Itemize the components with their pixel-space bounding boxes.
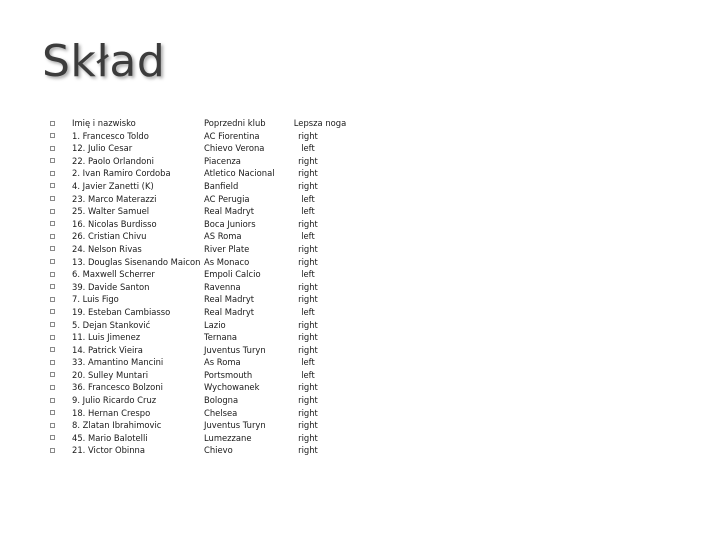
player-name: 7. Luis Figo [72,294,119,305]
previous-club: Juventus Turyn [204,420,266,431]
preferred-foot: right [298,395,318,406]
list-item [50,167,370,180]
preferred-foot: left [301,269,315,280]
player-name: 26. Cristian Chivu [72,231,147,242]
bullet-icon [50,423,55,428]
bullet-icon [50,360,55,365]
bullet-icon [50,221,55,226]
list-item [50,394,370,407]
bullet-icon [50,385,55,390]
bullet-icon [50,410,55,415]
previous-club: Chievo Verona [204,143,265,154]
list-item [50,432,370,445]
previous-club: Bologna [204,395,239,406]
list-item [50,205,370,218]
player-name: 9. Julio Ricardo Cruz [72,395,157,406]
list-item [50,381,370,394]
preferred-foot: right [298,218,318,229]
header-row [50,117,370,130]
previous-club: Atletico Nacional [204,168,275,179]
previous-club: Wychowanek [204,382,260,393]
player-name: 39. Davide Santon [72,281,150,292]
list-item [50,218,370,231]
bullet-icon [50,309,55,314]
preferred-foot: right [298,294,318,305]
player-name: 4. Javier Zanetti (K) [72,180,154,191]
preferred-foot: left [301,143,315,154]
player-name: 12. Julio Cesar [72,143,133,154]
bullet-icon [50,121,55,126]
bullet-icon [50,372,55,377]
preferred-foot: right [298,344,318,355]
list-item [50,419,370,432]
player-name: 21. Victor Obinna [72,445,145,456]
foot-column-header: Lepsza noga [293,118,347,128]
previous-club: Real Madryt [204,306,255,317]
bullet-icon [50,272,55,277]
previous-club: AC Fiorentina [204,130,260,141]
list-item [50,319,370,332]
list-item [50,256,370,269]
previous-club: Banfield [204,180,239,191]
list-item [50,344,370,357]
bullet-icon [50,209,55,214]
player-name: 13. Douglas Sisenando Maicon [72,256,201,267]
player-name: 6. Maxwell Scherrer [72,269,155,280]
previous-club: As Roma [204,357,241,368]
preferred-foot: right [298,180,318,191]
bullet-icon [50,322,55,327]
player-name: 1. Francesco Toldo [72,130,149,141]
previous-club: Boca Juniors [204,218,256,229]
list-item [50,407,370,420]
bullet-icon [50,234,55,239]
preferred-foot: right [298,155,318,166]
preferred-foot: right [298,243,318,254]
preferred-foot: right [298,130,318,141]
bullet-icon [50,347,55,352]
list-item [50,130,370,143]
squad-list [50,117,370,457]
previous-club: Piacenza [204,155,241,166]
player-name: 36. Francesco Bolzoni [72,382,163,393]
player-name: 22. Paolo Orlandoni [72,155,154,166]
player-name: 25. Walter Samuel [72,206,150,217]
player-name: 18. Hernan Crespo [72,407,151,418]
bullet-icon [50,133,55,138]
bullet-icon [50,297,55,302]
bullet-icon [50,398,55,403]
bullet-icon [50,196,55,201]
preferred-foot: right [298,382,318,393]
player-name: 23. Marco Materazzi [72,193,157,204]
player-name: 24. Nelson Rivas [72,243,142,254]
list-item [50,356,370,369]
preferred-foot: left [301,357,315,368]
preferred-foot: right [298,420,318,431]
previous-club: Lumezzane [204,432,252,443]
list-item [50,193,370,206]
preferred-foot: right [298,432,318,443]
previous-club: Real Madryt [204,294,255,305]
previous-club: River Plate [204,243,250,254]
preferred-foot: left [301,369,315,380]
previous-club: Ternana [204,332,238,343]
player-name: 45. Mario Balotelli [72,432,148,443]
player-name: 11. Luis Jimenez [72,332,141,343]
preferred-foot: right [298,256,318,267]
list-item [50,281,370,294]
list-item [50,230,370,243]
slide-title: Skład [42,36,166,87]
preferred-foot: right [298,407,318,418]
list-item [50,142,370,155]
player-name: 33. Amantino Mancini [72,357,164,368]
preferred-foot: right [298,168,318,179]
bullet-icon [50,246,55,251]
list-item [50,306,370,319]
previous-club: As Monaco [204,256,250,267]
list-item [50,331,370,344]
previous-club: Chelsea [204,407,238,418]
bullet-icon [50,171,55,176]
preferred-foot: right [298,445,318,456]
previous-club: Real Madryt [204,206,255,217]
preferred-foot: left [301,306,315,317]
name-column-header: Imię i nazwisko [72,118,136,128]
list-item [50,180,370,193]
previous-club: Portsmouth [204,369,253,380]
list-item [50,444,370,457]
player-name: 5. Dejan Stanković [72,319,151,330]
list-item [50,293,370,306]
player-name: 19. Esteban Cambiasso [72,306,171,317]
list-item [50,155,370,168]
previous-club: Juventus Turyn [204,344,266,355]
player-name: 2. Ivan Ramiro Cordoba [72,168,171,179]
preferred-foot: left [301,231,315,242]
previous-club: AC Perugia [204,193,250,204]
preferred-foot: right [298,332,318,343]
bullet-icon [50,146,55,151]
bullet-icon [50,259,55,264]
club-column-header: Poprzedni klub [204,118,266,128]
previous-club: AS Roma [204,231,242,242]
bullet-icon [50,335,55,340]
preferred-foot: right [298,319,318,330]
player-name: 14. Patrick Vieira [72,344,143,355]
list-item [50,243,370,256]
preferred-foot: left [301,193,315,204]
list-item [50,268,370,281]
preferred-foot: right [298,281,318,292]
preferred-foot: left [301,206,315,217]
previous-club: Lazio [204,319,226,330]
previous-club: Chievo [204,445,233,456]
previous-club: Empoli Calcio [204,269,261,280]
list-item [50,369,370,382]
previous-club: Ravenna [204,281,241,292]
bullet-icon [50,158,55,163]
player-name: 16. Nicolas Burdisso [72,218,157,229]
player-name: 8. Zlatan Ibrahimovic [72,420,162,431]
bullet-icon [50,183,55,188]
bullet-icon [50,435,55,440]
bullet-icon [50,448,55,453]
bullet-icon [50,284,55,289]
player-name: 20. Sulley Muntari [72,369,149,380]
